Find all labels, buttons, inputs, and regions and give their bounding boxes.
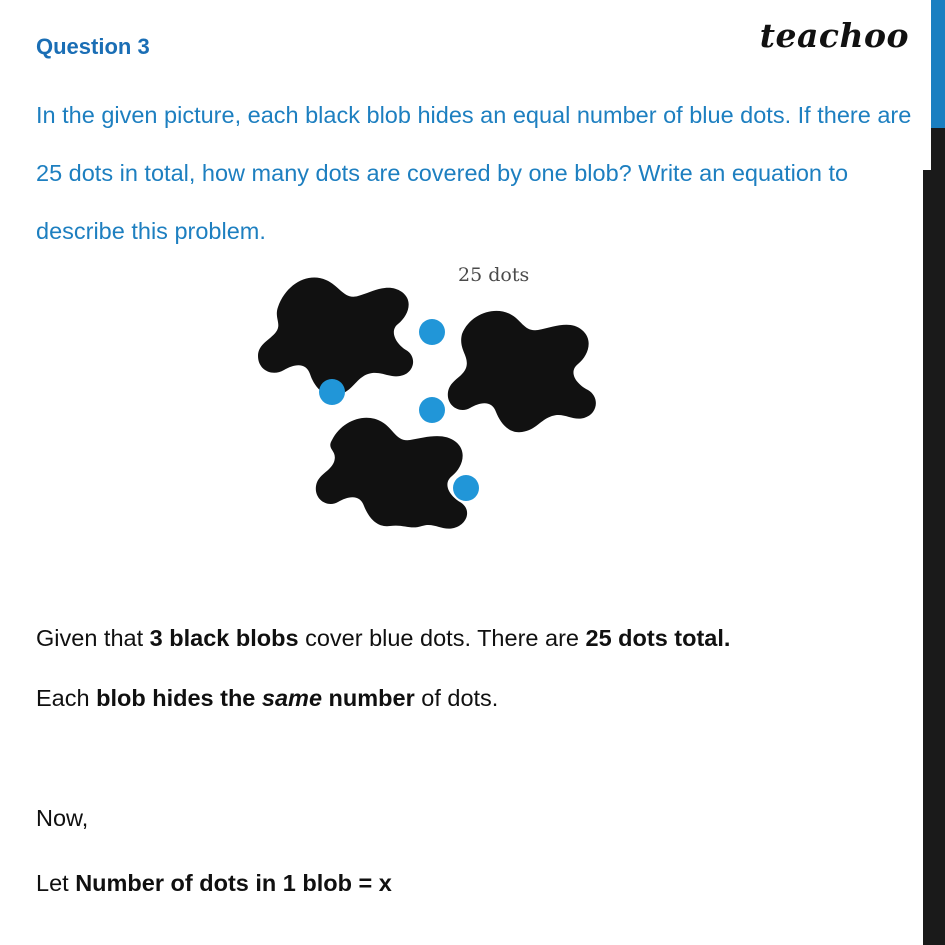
figure-graphic (248, 252, 648, 542)
blob-shape-1 (258, 278, 413, 396)
right-edge-dark-bar (931, 128, 945, 945)
now-label: Now, (36, 805, 89, 831)
solution-line2-bold1: blob hides the (96, 685, 262, 711)
solution-text (36, 608, 916, 728)
blob-shape-3 (316, 418, 467, 529)
teachoo-logo: teachoo (759, 16, 909, 55)
question-text: In the given picture, each black blob hides an equal number of blue dots. If there are 25 dots in total, how many dots are covered by one blob? Write an equation to describe this problem. (36, 102, 912, 244)
solution-line2-bold2: number (322, 685, 415, 711)
question-title: Question 3 (36, 34, 150, 59)
solution-line2-part2: of dots. (414, 685, 499, 711)
blue-dot-3 (419, 397, 445, 423)
solution-line-2 (36, 668, 916, 728)
solution-line-1 (36, 608, 916, 668)
blue-dot-1 (419, 319, 445, 345)
blob-shape-2 (448, 311, 596, 432)
solution-line2-part1: Each (36, 685, 97, 711)
solution-line1-bold1: 3 black blobs (149, 625, 299, 651)
blue-dot-2 (319, 379, 345, 405)
let-statement (36, 870, 392, 897)
solution-line1-part2: cover blue dots. There are (298, 625, 586, 651)
right-edge-dark-bar-secondary (923, 170, 931, 945)
blue-dot-4 (453, 475, 479, 501)
solution-line1-part1: Given that (36, 625, 150, 651)
blob-dots-figure (248, 252, 648, 542)
figure-caption: 25 dots (458, 264, 530, 286)
solution-line1-bold2: 25 dots total. (585, 625, 731, 651)
let-bold: Number of dots in 1 blob = x (75, 870, 392, 896)
solution-line2-italic: same (261, 685, 323, 711)
let-prefix: Let (36, 870, 76, 896)
